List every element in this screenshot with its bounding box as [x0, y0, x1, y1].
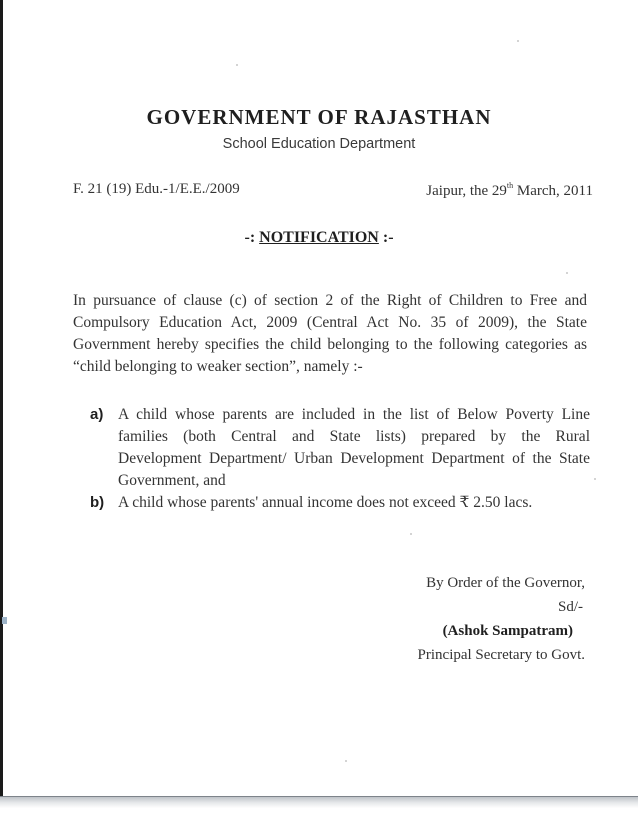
- scan-speck: [566, 272, 568, 274]
- government-title: GOVERNMENT OF RAJASTHAN: [146, 105, 492, 129]
- body-line: Compulsory Education Act, 2009 (Central Act No. 35 of 2009), the State: [73, 314, 587, 331]
- scan-speck: [345, 760, 347, 762]
- body-line: In pursuance of clause (c) of section 2 of the Right of Children to Free and: [73, 292, 587, 309]
- file-number: F. 21 (19) Edu.-1/E.E./2009: [73, 181, 240, 197]
- place-date-suffix: March, 2011: [513, 183, 593, 199]
- list-item: [90, 404, 590, 492]
- signed-line: Sd/-: [557, 599, 583, 615]
- place-date: [426, 181, 593, 200]
- place-date-prefix: Jaipur, the 29: [426, 183, 507, 199]
- list-item-line: families (both Central and State lists) prepared by the Rural: [118, 428, 590, 445]
- notification-prefix: -:: [244, 229, 260, 246]
- notification-suffix: :-: [378, 229, 394, 246]
- department-name: School Education Department: [222, 136, 416, 152]
- scan-speck: [236, 64, 238, 66]
- notification-body: [73, 290, 587, 378]
- list-item-line: Government, and: [118, 472, 226, 489]
- list-item: [90, 492, 590, 514]
- list-marker: a): [90, 406, 104, 423]
- body-line: “child belonging to weaker section”, namely :-: [73, 358, 363, 375]
- by-order-line: By Order of the Governor,: [426, 575, 585, 591]
- signatory-name: (Ashok Sampatram): [442, 623, 573, 639]
- list-item-line: A child whose parents are included in the list of Below Poverty Line: [118, 406, 590, 423]
- scan-bottom-shadow: [0, 797, 638, 813]
- notification-title: NOTIFICATION: [259, 229, 379, 246]
- scan-margin-mark: [2, 617, 7, 624]
- body-line: Government hereby specifies the child belonging to the following categories as: [73, 336, 587, 353]
- scan-speck: [594, 478, 596, 480]
- date-superscript: th: [506, 181, 514, 190]
- signatory-designation: Principal Secretary to Govt.: [417, 647, 585, 663]
- signature-block: [365, 571, 585, 667]
- list-item-line: A child whose parents' annual income does not exceed ₹ 2.50 lacs.: [118, 494, 533, 511]
- list-item-line: Development Department/ Urban Development Department of the State: [118, 450, 590, 467]
- category-list: [90, 404, 590, 514]
- notification-heading: [0, 229, 638, 247]
- list-marker: b): [90, 494, 105, 511]
- scan-speck: [410, 533, 412, 535]
- scan-speck: [517, 40, 519, 42]
